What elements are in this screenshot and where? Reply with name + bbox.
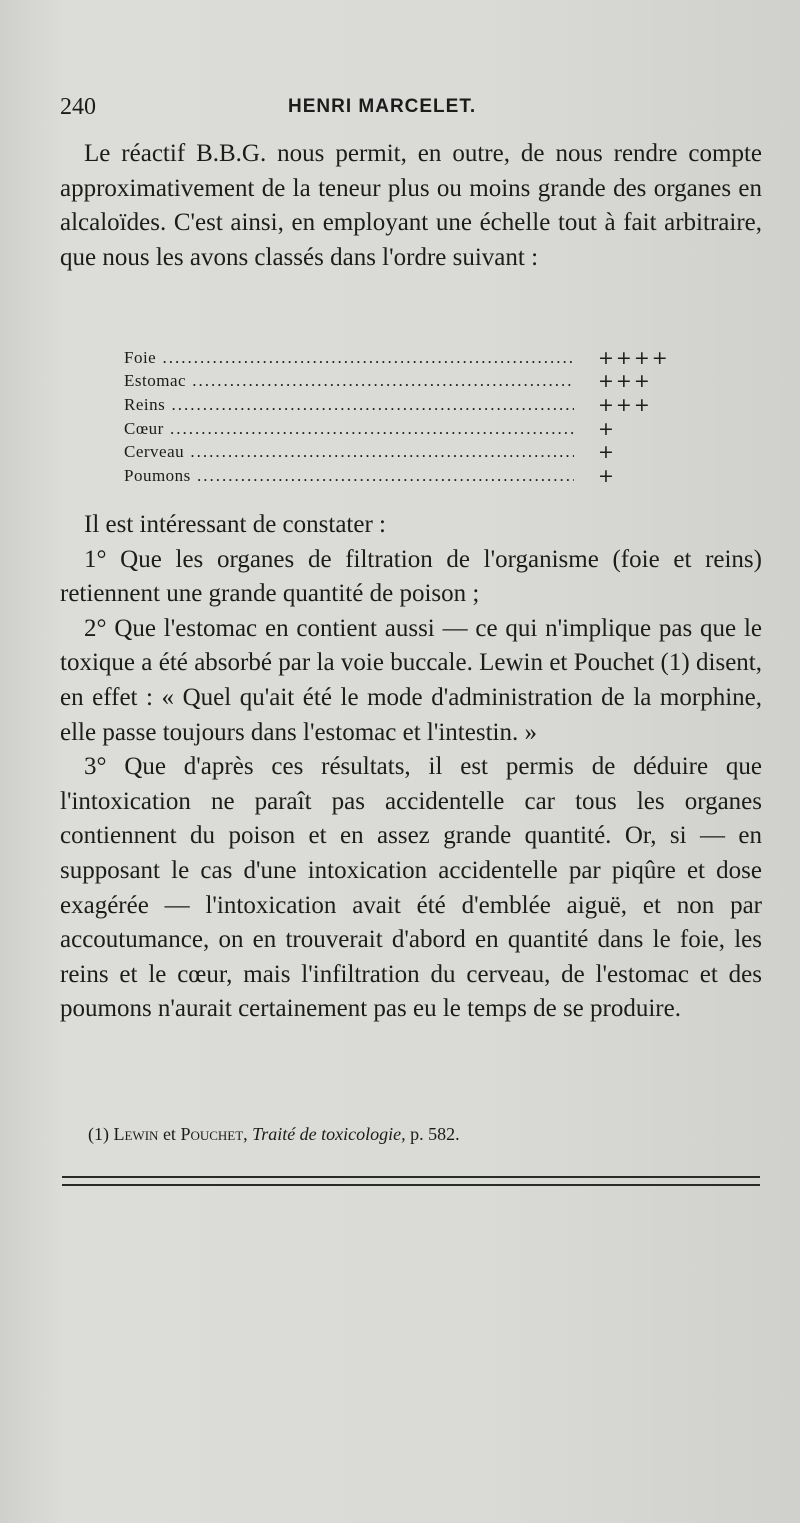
intro-paragraph: Le réactif B.B.G. nous permit, en outre, de nous rendre compte approximativement de la teneur plus ou moins grande des organes en alcaloïdes. C'est ainsi, en employant une échelle tout à fait arbitraire, que nous les avons classés dans l'ordre suivant : — [60, 140, 762, 271]
scale-row — [124, 464, 694, 488]
alkaloid-level: + — [598, 417, 616, 440]
page-header — [60, 94, 760, 124]
footnote-marker: (1) — [88, 1124, 109, 1144]
alkaloid-level: + — [598, 441, 616, 464]
alkaloid-level: +++ — [598, 370, 652, 393]
observation-3: 3° Que d'après ces résultats, il est permis de déduire que l'intoxication ne paraît pas accidentelle car tous les organes contiennent du poison et en assez grande quantité. Or, si — en supposant le cas d'une intoxication accidentelle par piqûre et dose exagérée — l'intoxication avait été d'emblée aiguë, et non par accoutumance, on en trouverait d'abord en quantité dans le foie, les reins et le cœur, mais l'infiltration du cerveau, de l'estomac et des poumons n'aurait certainement pas eu le temps de se produire. — [60, 753, 762, 1023]
alkaloid-level: ++++ — [598, 346, 670, 369]
organ-name: Cœur ..... — [124, 419, 574, 439]
page-number: 240 — [60, 94, 96, 120]
organ-name: Cerveau ..... — [124, 442, 574, 462]
footnote-author-2: Pouchet, — [180, 1124, 248, 1144]
footnote-page: p. 582. — [410, 1124, 460, 1144]
end-rule — [62, 1184, 760, 1186]
footnote — [88, 1124, 460, 1145]
running-head: HENRI MARCELET. — [288, 96, 477, 117]
organ-name: Poumons ..... — [124, 466, 574, 486]
alkaloid-scale-table — [124, 346, 694, 488]
intro-paragraph-block — [60, 137, 762, 275]
scale-row — [124, 393, 694, 417]
organ-name: Estomac ..... — [124, 371, 574, 391]
scale-row — [124, 440, 694, 464]
observation-2: 2° Que l'estomac en contient aussi — ce qui n'implique pas que le toxique a été absorbé par la voie buccale. Lewin et Pouchet (1) disent, en effet : « Quel qu'ait été le mode d'administration de la morphine, elle passe toujours dans l'estomac et l'intestin. » — [60, 614, 762, 746]
observations-block — [60, 508, 762, 1027]
alkaloid-level: +++ — [598, 393, 652, 416]
observation-1: 1° Que les organes de filtration de l'organisme (foie et reins) retiennent une grande quantité de poison ; — [60, 545, 762, 608]
scale-row — [124, 346, 694, 370]
footnote-author-1: Lewin — [113, 1124, 159, 1144]
organ-name: Foie ..... — [124, 348, 574, 368]
scale-row — [124, 370, 694, 394]
footnote-conjunction: et — [162, 1124, 176, 1144]
organ-name: Reins ..... — [124, 395, 574, 415]
alkaloid-level: + — [598, 464, 616, 487]
end-rule — [62, 1176, 760, 1178]
lead-in-sentence: Il est intéressant de constater : — [84, 511, 386, 538]
footnote-title: Traité de toxicologie, — [252, 1124, 406, 1144]
scale-row — [124, 417, 694, 441]
